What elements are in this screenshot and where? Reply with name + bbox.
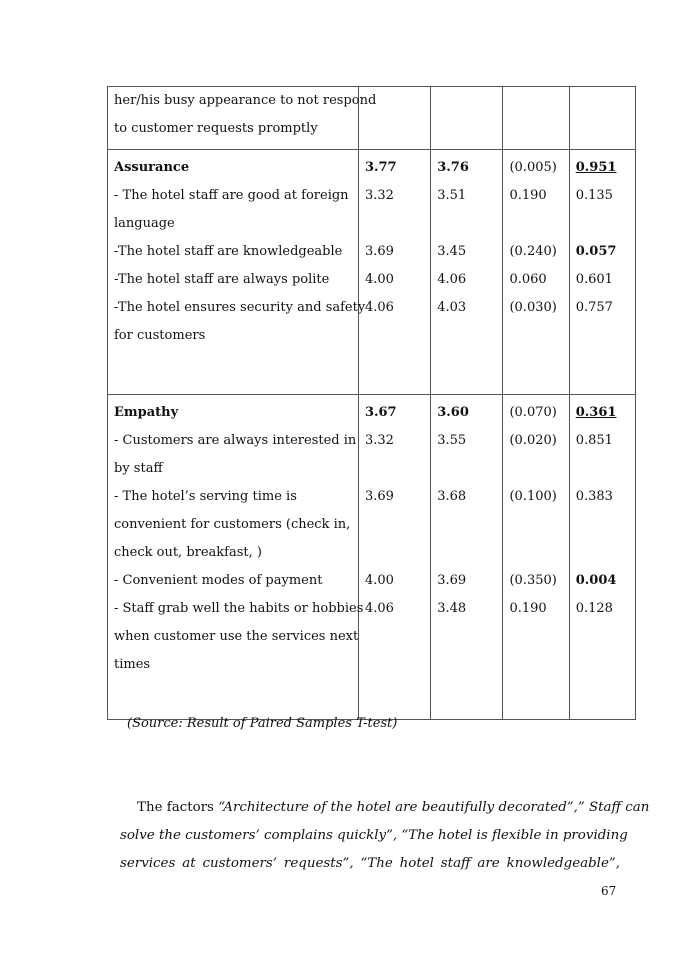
- item-value: 4.06: [437, 272, 467, 287]
- item-text: when customer use the services next: [114, 629, 359, 644]
- item-value: 0.128: [575, 601, 613, 616]
- value-cell: [569, 150, 635, 395]
- item-text: -The hotel staff are always polite: [114, 272, 330, 287]
- item-text: for customers: [114, 328, 206, 343]
- paragraph-line: solve the customers’ complains quickly”, “The hotel is flexible in providing: [120, 828, 628, 843]
- value-cell: [431, 395, 503, 720]
- item-value: 4.06: [364, 601, 394, 616]
- item-value: (0.020): [509, 433, 557, 448]
- group-value: 3.60: [437, 405, 469, 420]
- item-value: 3.32: [364, 433, 394, 448]
- item-value: 4.03: [437, 300, 467, 315]
- item-text: to customer requests promptly: [114, 121, 318, 136]
- table-row-empathy: [108, 395, 636, 720]
- item-value: (0.240): [509, 244, 557, 259]
- item-text: - The hotel staff are good at foreign: [114, 188, 349, 203]
- paragraph-line: The factors “Architecture of the hotel are beautifully decorated”,” Staff can: [137, 800, 650, 815]
- item-value: (0.100): [509, 489, 557, 504]
- group-value: (0.070): [509, 405, 557, 420]
- item-text: - The hotel’s serving time is: [114, 489, 297, 504]
- item-value: 3.69: [364, 244, 394, 259]
- table-row: [108, 87, 636, 150]
- paragraph-line: services at customers’ requests”, “The hotel staff are knowledgeable”,: [120, 856, 620, 871]
- item-value: 0.057: [575, 244, 617, 259]
- item-value: 0.383: [575, 489, 613, 504]
- item-value: 0.190: [509, 188, 547, 203]
- item-value: 3.45: [437, 244, 467, 259]
- item-text: by staff: [114, 461, 163, 476]
- item-cell: [108, 150, 366, 395]
- item-text: - Staff grab well the habits or hobbies: [114, 601, 364, 616]
- value-cell: [503, 395, 569, 720]
- item-value: 0.851: [575, 433, 613, 448]
- item-value: 4.00: [364, 272, 394, 287]
- table-row-assurance: [108, 150, 636, 395]
- value-cell: [569, 87, 635, 150]
- item-text: language: [114, 216, 175, 231]
- body-paragraph: [120, 794, 650, 878]
- item-value: 0.190: [509, 601, 547, 616]
- item-value: 4.00: [364, 573, 394, 588]
- item-value: 3.68: [437, 489, 467, 504]
- item-text: times: [114, 657, 151, 672]
- group-value: 3.77: [364, 160, 397, 175]
- value-cell: [503, 87, 569, 150]
- item-value: 3.32: [364, 188, 394, 203]
- item-cell: [108, 87, 377, 150]
- item-value: 3.48: [437, 601, 467, 616]
- item-text: her/his busy appearance to not respond: [114, 93, 377, 108]
- results-table: [107, 86, 636, 720]
- group-value: 0.951: [575, 160, 617, 175]
- item-cell: [108, 395, 364, 720]
- item-value: 3.69: [364, 489, 394, 504]
- group-value: 0.361: [575, 405, 617, 420]
- item-text: - Customers are always interested in: [114, 433, 357, 448]
- item-value: (0.030): [509, 300, 557, 315]
- item-value: 0.135: [575, 188, 613, 203]
- item-value: 3.51: [437, 188, 467, 203]
- item-value: (0.350): [509, 573, 557, 588]
- item-value: 4.06: [364, 300, 394, 315]
- group-value: (0.005): [509, 160, 557, 175]
- item-value: 0.060: [509, 272, 547, 287]
- value-cell: [569, 395, 635, 720]
- value-cell: [503, 150, 569, 395]
- page-number: 67: [601, 884, 617, 898]
- item-value: 0.601: [575, 272, 613, 287]
- value-cell: [431, 87, 503, 150]
- value-cell: [358, 150, 430, 395]
- value-cell: [358, 395, 430, 720]
- group-heading: Empathy: [114, 405, 179, 420]
- item-value: 3.55: [437, 433, 467, 448]
- item-text: check out, breakfast, ): [114, 545, 262, 560]
- item-text: convenient for customers (check in,: [114, 517, 351, 532]
- group-heading: Assurance: [114, 160, 190, 175]
- table-source-note: (Source: Result of Paired Samples T-test): [127, 716, 398, 731]
- item-value: 0.757: [575, 300, 613, 315]
- item-text: - Convenient modes of payment: [114, 573, 323, 588]
- item-value: 0.004: [575, 573, 617, 588]
- group-value: 3.76: [437, 160, 469, 175]
- item-value: 3.69: [437, 573, 467, 588]
- item-text: -The hotel staff are knowledgeable: [114, 244, 343, 259]
- value-cell: [431, 150, 503, 395]
- group-value: 3.67: [364, 405, 397, 420]
- item-text: -The hotel ensures security and safety: [114, 300, 366, 315]
